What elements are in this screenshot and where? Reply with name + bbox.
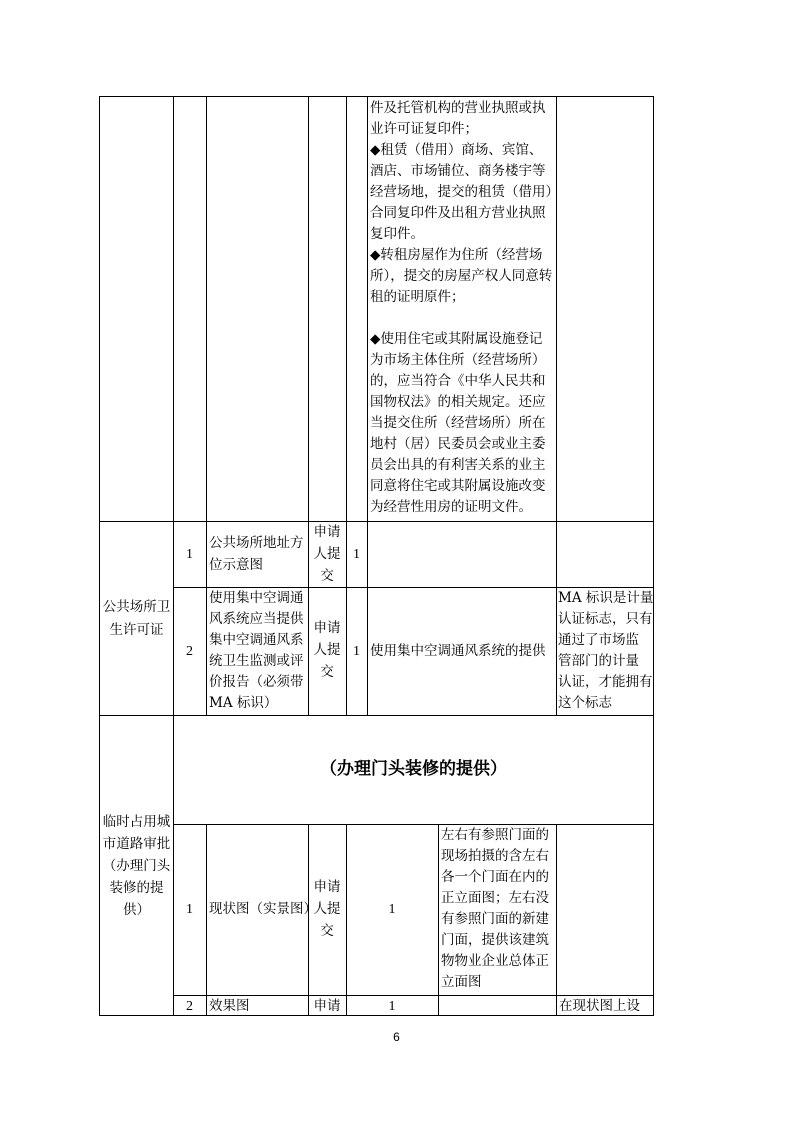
section-name-line: 临时占用城 [102, 814, 171, 830]
text-line: 申请 [313, 524, 341, 540]
note-cell: 在现状图上设 [559, 998, 640, 1014]
text-line: 合同复印件及出租方营业执照 [370, 205, 546, 221]
row-number: 1 [186, 902, 193, 917]
section-name-line: 市道路审批 [102, 836, 171, 852]
section-name-line: 生许可证 [109, 622, 164, 638]
text-line: 统卫生监测或评 [209, 653, 304, 669]
text-line: 公共场所地址方 [209, 535, 304, 551]
row-number: 1 [186, 547, 193, 562]
copies-cell: 1 [353, 547, 360, 562]
text-line: 物物业企业总体正 [441, 953, 549, 969]
text-line: ◆转租房屋作为住所（经营场 [370, 247, 543, 263]
text-line: 申请 [313, 879, 341, 895]
text-line: MA 标识） [209, 695, 278, 711]
text-line: 当提交住所（经营场所）所在 [370, 415, 546, 431]
text-line: 地村（居）民委员会或业主委 [370, 436, 546, 452]
text-line: 位示意图 [209, 557, 263, 573]
grid-line [99, 521, 654, 522]
text-line: 各一个门面在内的 [441, 869, 549, 885]
text-line: 业许可证复印件； [370, 121, 478, 137]
text-line: 左右有参照门面的 [441, 827, 549, 843]
text-line: 件及托管机构的营业执照或执 [370, 100, 546, 116]
text-line: 人提 [313, 642, 341, 658]
text-line: 风系统应当提供 [209, 611, 304, 627]
text-line: 这个标志 [558, 695, 612, 711]
text-line: 交 [320, 664, 334, 680]
text-line: 有参照门面的新建 [441, 911, 549, 927]
grid-line [367, 96, 368, 715]
grid-line [653, 96, 654, 1016]
text-line: 所），提交的房屋产权人同意转 [370, 268, 553, 284]
text-line: 现场拍摄的含左右 [441, 848, 549, 864]
material-cell: 效果图 [209, 998, 250, 1014]
requirement-cell: 使用集中空调通风系统的提供 [370, 643, 546, 659]
section-name-line: 供） [123, 902, 150, 918]
text-line: 正立面图；左右没 [441, 890, 549, 906]
material-cell: 现状图（实景图） [209, 901, 317, 917]
grid-line [346, 96, 347, 715]
copies-cell: 1 [388, 999, 396, 1014]
text-line: 人提 [313, 901, 341, 917]
section-header: （办理门头装修的提供） [320, 759, 507, 779]
text-line: 门面，提供该建筑 [441, 932, 549, 948]
copies-cell: 1 [353, 644, 360, 659]
text-line: 酒店、市场铺位、商务楼宇等 [370, 163, 546, 179]
text-line: 价报告（必须带 [209, 674, 304, 690]
text-line: 管部门的计量 [558, 653, 639, 669]
text-line: 交 [320, 923, 334, 939]
text-line: 国物权法》的相关规定。还应 [370, 394, 546, 410]
text-line: ◆使用住宅或其附属设施登记 [370, 331, 543, 347]
grid-line [308, 824, 309, 1016]
grid-line [206, 96, 207, 715]
row-number: 2 [186, 644, 193, 659]
row-number: 2 [186, 999, 193, 1014]
text-line: 认证标志，只有 [558, 611, 653, 627]
section-name-line: （办理门头 [102, 858, 171, 874]
text-line: 复印件。 [370, 226, 424, 242]
text-line: MA 标识是计量 [558, 590, 654, 606]
text-line: 租的证明原件； [370, 289, 465, 305]
text-line: 认证，才能拥有 [558, 674, 653, 690]
text-line: 立面图 [441, 974, 482, 990]
grid-line [206, 824, 207, 1016]
grid-line [438, 824, 439, 1016]
text-line: 员会出具的有利害关系的业主 [370, 457, 546, 473]
text-line: 交 [320, 568, 334, 584]
grid-line [346, 824, 347, 1016]
text-line: ◆租赁（借用）商场、宾馆、 [370, 142, 543, 158]
text-line: 为经营性用房的证明文件。 [370, 499, 532, 515]
text-line: 同意将住宅或其附属设施改变 [370, 478, 546, 494]
section-name-line: 装修的提 [109, 880, 164, 896]
grid-line [99, 96, 654, 97]
page-number: 6 [393, 1030, 400, 1044]
text-line: 申请 [313, 620, 341, 636]
text-line: 通过了市场监 [558, 632, 639, 648]
text-line: 人提 [313, 546, 341, 562]
source-cell: 申请 [313, 998, 341, 1014]
text-line: 使用集中空调通 [209, 590, 304, 606]
text-line: 经营场地，提交的租赁（借用） [370, 184, 559, 200]
grid-line [173, 824, 654, 825]
text-line: 集中空调通风系 [209, 632, 304, 648]
grid-line [99, 715, 654, 716]
text-line: 为市场主体住所（经营场所） [370, 352, 546, 368]
grid-line [556, 824, 557, 1016]
text-line: 的，应当符合《中华人民共和 [370, 373, 546, 389]
copies-cell: 1 [388, 902, 396, 917]
section-name-line: 公共场所卫 [102, 599, 171, 615]
